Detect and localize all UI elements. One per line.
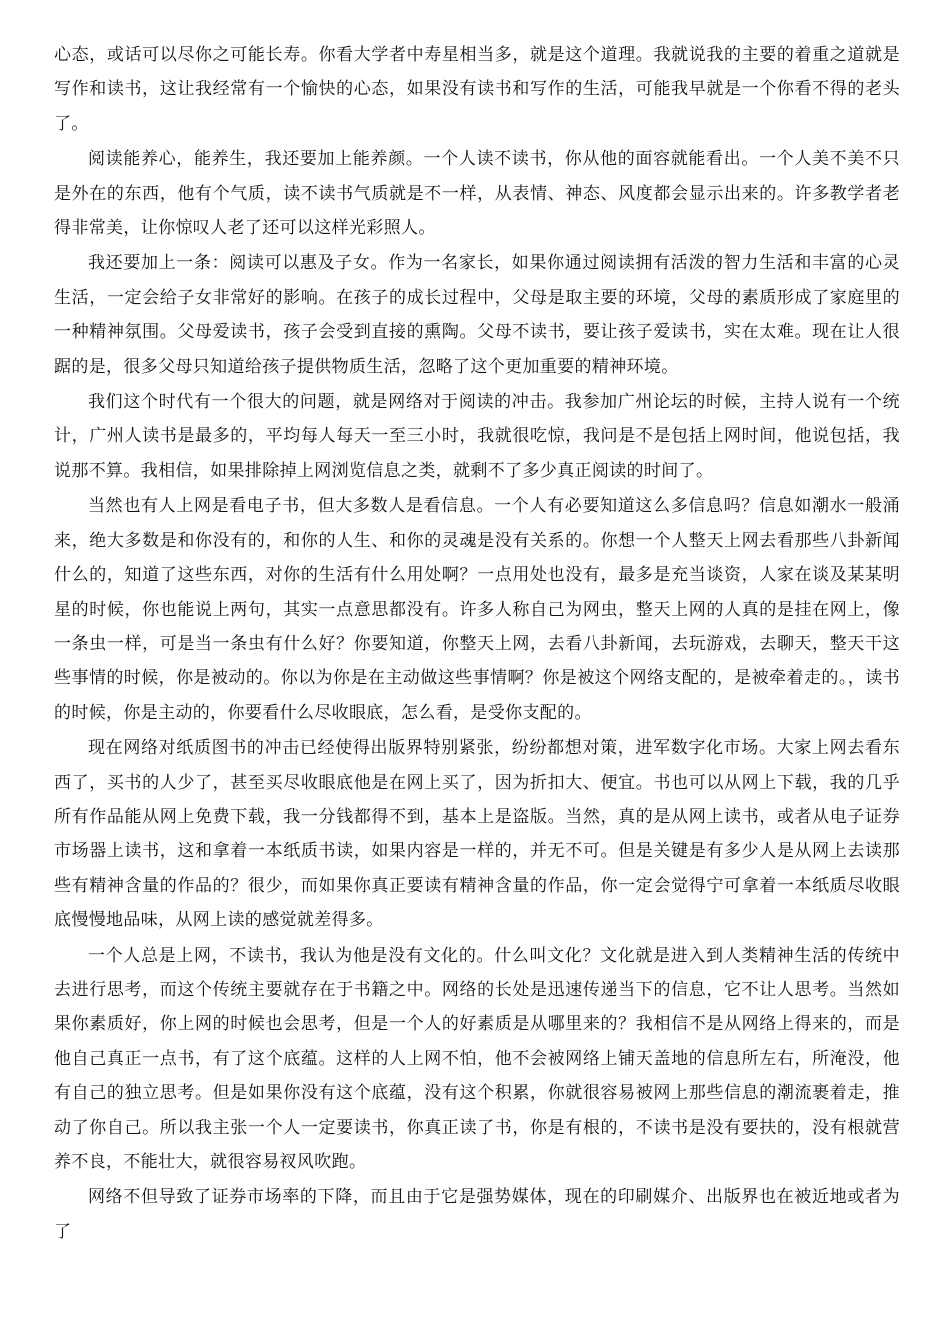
paragraph-8: 网络不但导致了证券市场率的下降，而且由于它是强势媒体，现在的印刷媒介、出版界也在被近地或者为了	[54, 1187, 900, 1242]
paragraph-3: 我还要加上一条：阅读可以惠及子女。作为一名家长，如果你通过阅读拥有活泼的智力生活和丰富的心灵生活，一定会给子女非常好的影响。在孩子的成长过程中，父母是取主要的环境，父母的素质形成了家庭里的一种精神氛围。父母爱读书，孩子会受到直接的熏陶。父母不读书，要让孩子爱读书，实在太难。现在让人很踞的是，很多父母只知道给孩子提供物质生活，忽略了这个更加重要的精神环境。	[54, 253, 900, 377]
paragraph-6: 现在网络对纸质图书的冲击已经使得出版界特别紧张，纷纷都想对策，进军数字化市场。大家上网去看东西了，买书的人少了，甚至买尽收眼底他是在网上买了，因为折扣大、便宜。书也可以从网上下载，我的几乎所有作品能从网上免费下载，我一分钱都得不到，基本上是盗版。当然，真的是从网上读书，或者从电子证券市场器上读书，这和拿着一本纸质书读，如果内容是一样的，并无不可。但是关键是有多少人是从网上去读那些有精神含量的作品的？很少，而如果你真正要读有精神含量的作品，你一定会觉得宁可拿着一本纸质尽收眼底慢慢地品味，从网上读的感觉就差得多。	[54, 738, 900, 931]
document-body	[54, 38, 900, 1250]
paragraph-4: 我们这个时代有一个很大的问题，就是网络对于阅读的冲击。我参加广州论坛的时候，主持人说有一个统计，广州人读书是最多的，平均每人每天一至三小时，我就很吃惊，我问是不是包括上网时间，他说包括，我说那不算。我相信，如果排除掉上网浏览信息之类，就剩不了多少真正阅读的时间了。	[54, 392, 900, 481]
paragraph-7: 一个人总是上网，不读书，我认为他是没有文化的。什么叫文化？文化就是进入到人类精神生活的传统中去进行思考，而这个传统主要就存在于书籍之中。网络的长处是迅速传递当下的信息，它不让人思考。当然如果你素质好，你上网的时候也会思考，但是一个人的好素质是从哪里来的？我相信不是从网络上得来的，而是他自己真正一点书，有了这个底蕴。这样的人上网不怕，他不会被网络上铺天盖地的信息所左右，所淹没，他有自己的独立思考。但是如果你没有这个底蕴，没有这个积累，你就很容易被网上那些信息的潮流裹着走，推动了你自己。所以我主张一个人一定要读书，你真正读了书，你是有根的，不读书是没有要扶的，没有根就营养不良，不能壮大，就很容易衩风吹跑。	[54, 945, 900, 1172]
paragraph-5: 当然也有人上网是看电子书，但大多数人是看信息。一个人有必要知道这么多信息吗？信息如潮水一般涌来，绝大多数是和你没有的，和你的人生、和你的灵魂是没有关系的。你想一个人整天上网去看那些八卦新闻什么的，知道了这些东西，对你的生活有什么用处啊？一点用处也没有，最多是充当谈资，人家在谈及某某明星的时候，你也能说上两句，其实一点意思都没有。许多人称自己为网虫，整天上网的人真的是挂在网上，像一条虫一样，可是当一条虫有什么好？你要知道，你整天上网，去看八卦新闻，去玩游戏，去聊天，整天干这些事情的时候，你是被动的。你以为你是在主动做这些事情啊？你是被这个网络支配的，是被牵着走的。，读书的时候，你是主动的，你要看什么尽收眼底，怎么看，是受你支配的。	[54, 496, 900, 723]
paragraph-1: 心态，或话可以尽你之可能长寿。你看大学者中寿星相当多，就是这个道理。我就说我的主要的着重之道就是写作和读书，这让我经常有一个愉快的心态，如果没有读书和写作的生活，可能我早就是一个你看不得的老头了。	[54, 45, 900, 134]
paragraph-2: 阅读能养心，能养生，我还要加上能养颜。一个人读不读书，你从他的面容就能看出。一个人美不美不只是外在的东西，他有个气质，读不读书气质就是不一样，从表情、神态、风度都会显示出来的。许多教学者老得非常美，让你惊叹人老了还可以这样光彩照人。	[54, 149, 900, 239]
